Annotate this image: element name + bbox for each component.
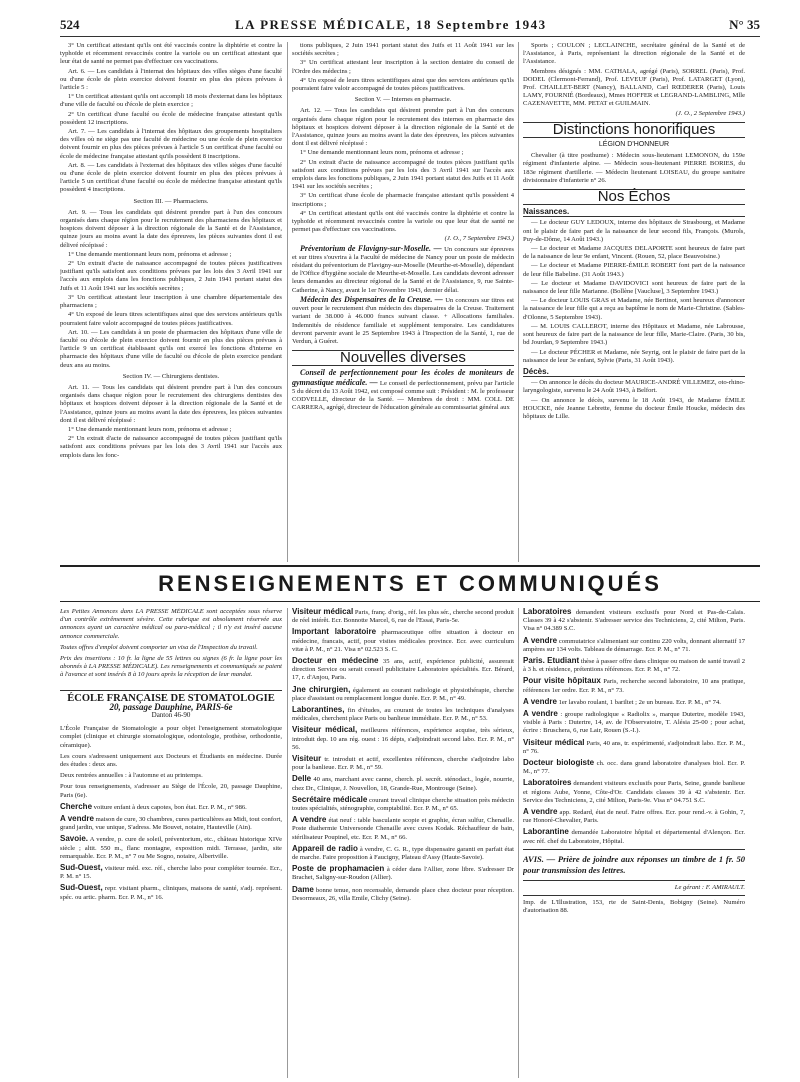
birth-notice: — Le docteur LOUIS GRAS et Madame, née Bertinot, sont heureux d'annoncer la naissance de leur fille qui a reçu au baptême le nom de Marie-Christine. (Sables-d'Olonne, 5 Septembre 1943). [523, 297, 745, 321]
article-paragraph: 1° Une demande mentionnant leurs nom, prénoms et adresse ; [68, 250, 232, 258]
school-address: 20, passage Dauphine, PARIS-6e [109, 701, 233, 712]
classified-ad: Important laboratoire pharmaceutique offre situation à docteur en médecine, francais, actif, pour visites médicales province. Ecr. avec curriculum vitæ à P. M., n° 21. Visa n° 02.523 S. C. [292, 627, 514, 653]
ad-keyword: Visiteur [292, 754, 322, 764]
intro-paragraph: Les Petites Annonces dans LA PRESSE MÉDICALE sont acceptées sous réserve d'un contrôle extrêmement sévère. Cette rubrique est absolument réservée aux annonces ayant un caractère médical ou para-médical ; il n'y est inséré aucune annonce commerciale. [60, 608, 282, 640]
article-paragraph: 1° Un certificat attestant qu'ils ont accompli 18 mois d'externat dans les hôpitaux d'une ville de faculté ou d'école de plein exercice ; [60, 93, 282, 109]
article-paragraph: 2° Un extrait d'acte de naissance accompagné de toutes pièces justifiant qu'ils satisfont aux conditions prévues par les lois des 3 Avril 1941 sur l'accès aux emplois dans les fonctions publiques, 2 Juin 1941 portant statut des Juifs et 11 Août 1941 sur les sociétés secrètes ; [292, 158, 514, 191]
column-1 [60, 42, 282, 562]
column-divider [518, 608, 519, 1078]
news-headline: Préventorium de Flavigny-sur-Moselle. — [300, 243, 445, 253]
ad-keyword: A vendre [60, 814, 94, 824]
school-box [60, 690, 282, 720]
classified-ad: Sud-Ouest, repr. visitant pharm., cliniques, maisons de santé, s'adj. représent. spéc. ou artic. pharm. Ecr. P. M., n° 16. [60, 883, 282, 901]
echos-heading: Nos Échos [523, 189, 745, 205]
news-headline: Conseil de perfectionnement pour les écoles de moniteurs de gymnastique médicale. — [292, 368, 514, 387]
gerant-line: Le gérant : F. AMIRAULT. [674, 883, 745, 891]
article-paragraph: 1° Une demande mentionnant leurs nom, prénoms et adresse ; [300, 149, 464, 157]
classified-ad: Visiteur médical Paris, franç. d'orig., réf. les plus sér., cherche second produit de réel intérêt. Ecr. Bonnotte Marcel, 6, rue de l'Essai, Paris-5e. [292, 608, 514, 625]
classified-ad: Laboratoires demandent visiteurs exclusifs pour Nord et Pas-de-Calais. Classes 39 à 42 s'abstenir. S'adresser service des Techniciens, 2, cité Milton, Paris. Visa n° 04.389 S.C. [523, 608, 745, 633]
article-paragraph: 3° Un certificat attestant qu'ils ont été vaccinés contre la diphtérie et contre la typhoïde et récemment revaccinés contre la variole ou un certificat attestant que leur état de santé ne permet pas d'effectuer ces vaccinations. [60, 42, 282, 66]
imprint-line: Imp. de L'Illustration, 153, rte de Saint-Denis, Bobigny (Seine). Numéro d'autorisation 88. [523, 895, 745, 915]
article-paragraph: 3° Un certificat attestant leur inscription à la section dentaire du conseil de l'Ordre des médecins ; [292, 59, 514, 75]
publication-title: LA PRESSE MÉDICALE, 18 Septembre 1943 [235, 17, 547, 32]
news-item: Préventorium de Flavigny-sur-Moselle. — Un concours sur épreuves et sur titres s'ouvrira à la Faculté de médecine de Nancy pour un poste de médecin résidant du préventorium de Flavigny-sur-Moselle (Meurthe-et-Moselle), dépendant de l'Office d'hygiène sociale de Meurthe-et-Moselle. Les candidats devront adresser leurs demandes au directeur régional de la Santé et de l'Assistance, 9, rue Sainte-Catherine, à Nancy, avant le 1er Novembre 1943, dernier délai. [292, 243, 514, 294]
classified-ad: Docteur en médecine 35 ans, actif, expérience publicité, assurerait direction Service ou serait conseil publicitaire Laboratoire spécialités. Ecr. Bérard, 17, r. d'Anjou, Paris. [292, 656, 514, 682]
section-heading: Section V. — Internes en pharmacie. [354, 96, 452, 104]
classified-ad: Delle 40 ans, marchant avec canne, cherch. pl. secrét. sténodact., logée, nourrie, chez Dr., Clinique, J. Nouvellon, 18, Grande-Rue, Montrouge (Seine). [292, 774, 514, 792]
ad-keyword: A vendre [292, 815, 327, 825]
classified-ad: A vendre app. Redard, état de neuf. Faire offres. Ecr. pour rend.-v. à Gohin, 7, rue Honoré-Chevalier, Paris. [523, 807, 745, 825]
news-item: Médecin des Dispensaires de la Creuse. — Un concours sur titres est ouvert pour le recrutement d'un médecin des dispensaires de la Creuse. Traitement variant de 38.000 à 46.000 francs suivant classe. + Allocations familiales. Indemnités de résidence familiale et supplément temporaire. Les candidatures devront parvenir avant le 25 Septembre 1943 à l'Inspection de la Santé, 1, rue de Verdun, à Guéret. [292, 294, 514, 345]
ad-keyword: Dame [292, 884, 314, 894]
ad-keyword: A vendre [523, 807, 558, 817]
ad-keyword: Laborantines, [292, 705, 345, 715]
school-paragraph: Pour tous renseignements, s'adresser au Siège de l'École, 20, passage Dauphine, Paris (6e). [60, 783, 282, 799]
birth-notice: — Le docteur PÉCHER et Madame, née Seyrig, ont le plaisir de faire part de la naissance de leur 3e enfant, Sylvie (Paris, 31 Août 1943). [523, 348, 745, 364]
school-name: ÉCOLE FRANÇAISE DE STOMATOLOGIE [60, 690, 282, 703]
classified-ad: A vendre état neuf : table basculante scopie et graphie, écran sulfur, Chenaille. Poste diathermie Universonde Chenaille avec cuves Kodak. Réchauffeur de bain, stérilisateur Poupinel, etc. Ecr. P. M., n° 66. [292, 815, 514, 841]
article-paragraph: 4° Un certificat attestant qu'ils ont été vaccinés contre la diphtérie et contre la typhoïde et récemment revaccinés contre la variole ou que leur état de santé ne permet pas d'effectuer ces vaccinations. [292, 209, 514, 234]
ad-keyword: A vendre [523, 709, 558, 719]
article-paragraph: 1° Une demande mentionnant leurs nom, prénoms et adresse ; [68, 425, 232, 433]
article-paragraph: 2° Un extrait d'acte de naissance accompagné de toutes pièces justifiant qu'ils satisfont aux conditions prévues par les lois des 3 Avril 1941 sur l'accès aux emplois dans les fonc- [60, 435, 282, 459]
school-paragraph: L'École Française de Stomatologie a pour objet l'enseignement stomatologique complet (clinique et chirurgie stomatologique, odontologie, prothèse, orthodontie, céramique). [60, 725, 282, 749]
classified-ad: Pour visite hôpitaux Paris, recherche second laboratoire, 10 ans pratique, références 1er ordre. Ecr. P. M., n° 73. [523, 676, 745, 694]
ad-keyword: Appareil de radio [292, 843, 358, 853]
article-paragraph: Art. 11. — Tous les candidats qui désirent prendre part à l'un des concours organisés dans chaque région pour le recrutement des chirurgiens dentistes des hôpitaux et hospices doivent déposer à la direction régionale de la Santé et de l'Assistance, quinze jours au moins avant la date des épreuves, les pièces suivantes dont il est délivré récépissé : [60, 383, 282, 424]
ad-keyword: Delle [292, 774, 312, 784]
birth-notice: — M. LOUIS CALLEROT, interne des Hôpitaux et Madame, née Labrousse, sont heureux de faire part de la naissance de leur fille, Marie-Claire. (Paris, 30 bis, bd Jourdan, 9 Septembre 1943.) [523, 322, 745, 347]
ad-keyword: Visiteur médical [292, 608, 354, 616]
ad-keyword: A vendre [523, 635, 558, 645]
ad-keyword: Cherche [60, 801, 93, 811]
classified-ad: Visiteur médical, meilleures références, expérience acquise, très sérieux, introduit dep. 10 ans rég. ouest : 16 dépts, s'adjoindrait second labo. Ecr. P. M., n° 56. [292, 725, 514, 751]
classified-ad: A vendre maison de cure, 30 chambres, cures particulières au Midi, tout confort, grand jardin, vue unique, S'adress. Me Bouvet, notaire, Hauteville (Ain). [60, 814, 282, 832]
news-item: Conseil de perfectionnement pour les écoles de moniteurs de gymnastique médicale. — Le conseil de perfectionnement, prévu par l'article 5 du décret du 13 Août 1942, est composé comme suit : Président : M. le professeur CODVELLE, directeur de la Santé. — Membres de droit : MM. COLL DE CARRERA, agrégé, directeur de l'éducation générale au commissariat général aux [292, 368, 514, 412]
nouvelles-heading: Nouvelles diverses [292, 350, 514, 366]
article-paragraph: 4° Un exposé de leurs titres scientifiques ainsi que des services antérieurs qu'ils pourraient faire valoir accompagné de toutes pièces justificatives. [60, 311, 282, 327]
classified-ad: A vendre 1er lavabo roulant, 1 bariltet ; 2e un bureau. Ecr. P. M., n° 74. [523, 696, 721, 706]
article-paragraph: Art. 12. — Tous les candidats qui désirent prendre part à l'un des concours organisés dans chaque région pour le recrutement des internes en pharmacie des hôpitaux et hospices doivent déposer à la direction régionale de la Santé et de l'Assistance, quinze jours au moins avant la date des épreuves, les pièces suivantes dont il est délivré récépissé : [292, 107, 514, 148]
school-paragraph: Les cours s'adressent uniquement aux Docteurs et Étudiants en médecine. Durée des études : deux ans. [60, 752, 282, 769]
classified-ad: Jne chirurgien, également au courant radiologie et physiothérapie, cherche place d'assistant ou remplacement longue durée. Ecr. P. M., n° 49. [292, 684, 514, 702]
page-header [60, 14, 760, 37]
classified-ad: Dame bonne tenue, non recensable, demande place chez docteur pour réception. Desormeaux, 26, villa Emile, Clichy (Seine). [292, 884, 514, 902]
classified-ad: Laborantine demandée Laboratoire hôpital et départemental d'Alençon. Ecr. avec réf. chef du Laboratoire, Hôpital. [523, 827, 745, 845]
classified-ad: Appareil de radio à vendre, C. G. R., type dispensaire garanti en parfait état de marche. Faire proposition à Faucigny, Plateau d'Assy (Haute-Savoie). [292, 843, 514, 862]
ad-keyword: Visiteur médical, [292, 725, 358, 735]
section-heading: Section III. — Pharmaciens. [133, 197, 209, 205]
ad-keyword: Paris. Etudiant [523, 656, 580, 666]
article-paragraph: Sports ; COULON ; LECLAINCHE, secrétaire général de la Santé et de l'Assistance, à Paris, représentant la direction régionale de la Santé et de l'Assistance. [523, 42, 745, 66]
distinctions-heading: Distinctions honorifiques [523, 122, 745, 138]
article-paragraph: 2° Un extrait d'acte de naissance accompagné de toutes pièces justificatives justifiant qu'ils satisfont aux conditions prévues par les lois des 3 Avril 1941 sur l'accès aux emplois dans les fonctions publiques, 2 Juin 1941 portant statut des Juifs et 11 Août 1941 sur les sociétés secrètes ; [60, 260, 282, 292]
classified-ad: Visiteur tr. introduit et actif, excellentes références, cherche s'adjoindre labo pour la banlieue. Ecr. P. M., n° 59. [292, 754, 514, 772]
classified-ad: Visiteur médical Paris, 40 ans, tr. expérimenté, s'adjoindrait labo. Ecr. P. M., n° 76. [523, 737, 745, 755]
article-paragraph: Membres désignés : MM. CATHALA, agrégé (Paris), SORREL (Paris), Prof. DODEL (Clermont-Ferrand), Prof. LEVEUF (Paris), Prof. LATARGET (Lyon), Prof. CHAILLET-BERT (Nancy), BALLAND, Carl RŒDERER (Paris), Louis LAMY, FOURNIÉ (Bordeaux), Mmes HOFFER et LEGRAND-LAMBLING, Mlle CAZENAVETTE, MM. PETAT et GUILMAIN. [523, 67, 745, 108]
legion-subheading: LÉGION D'HONNEUR [598, 141, 670, 149]
birth-notice: — Le docteur et Madame PIERRE-ÉMILE ROBERT font part de la naissance de leur fille Babeline. (31 Août 1943.) [523, 262, 745, 278]
article-paragraph: 2° Un certificat d'une faculté ou école de médecine française attestant qu'ils possèdent 12 inscriptions. [60, 110, 282, 126]
section-heading: Section IV. — Chirurgiens dentistes. [122, 372, 220, 380]
ad-keyword: Pour visite hôpitaux [523, 676, 601, 686]
classified-ad: Laboratoires demandent visiteurs exclusifs pour Paris, Seine, grande banlieue et régions Aube, Yonne, Côte-d'Or. Candidats classes 39 à 42 s'abstenir. Ecr. Service des Techniciens, 2, cité Milton, Paris-9e. Visa n° 04.751 S.C. [523, 778, 745, 804]
classified-ad: A vendre commutatrice s'alimentant sur continu 220 volts, donnant alternatif 17 ampères sur 134 volts. Tableau de démarrage. Ecr. P. M., n° 71. [523, 635, 745, 653]
naissances-heading: Naissances. [523, 208, 745, 217]
birth-notice: — Le docteur GUY LEDOUX, interne des hôpitaux de Strasbourg, et Madame ont le plaisir de faire part de la naissance de leur second fils, François. (Murols, Puy-de-Dôme, 14 Août 1943.) [523, 219, 745, 243]
classified-ad: Laborantines, fin d'études, au courant de toutes les techniques d'analyses médicales, cherchent place Paris ou banlieue immédiate. Ecr. P. M., n° 53. [292, 705, 514, 723]
ad-keyword: Docteur en médecine [292, 656, 379, 666]
source-citation: (J. O., 7 Septembre 1943.) [444, 235, 514, 243]
death-notice: — On annonce le décès, survenu le 18 Août 1943, de Madame ÉMILE HOUCKE, née Jeanne Lebrette, femme du docteur Émile Houcke, médecin des hôpitaux de Lille. [523, 396, 745, 420]
birth-notice: — Le docteur et Madame JACQUES DELAPORTE sont heureux de faire part de la naissance de leur 9e enfant, Vincent. (Rouen, 52, place Beauvoisine.) [523, 245, 745, 261]
ad-keyword: Laboratoires [523, 608, 572, 616]
ad-keyword: Visiteur médical [523, 737, 585, 747]
ads-column-2 [292, 608, 514, 1078]
article-paragraph: 3° Un certificat d'une école de pharmacie française attestant qu'ils possèdent 4 inscriptions ; [292, 192, 514, 208]
intro-paragraph: Toutes offres d'emploi doivent comporter un visa de l'Inspection du travail. [60, 643, 258, 651]
intro-paragraph: Prix des insertions : 10 fr. la ligne de 55 lettres ou signes (6 fr. la ligne pour les abonnés à LA PRESSE MÉDICALE). Les renseignements et communiqués se paient à l'avance et sont insérés 8 à 10 jours après la réception de leur mandat. [60, 655, 282, 679]
renseignements-heading: RENSEIGNEMENTS ET COMMUNIQUÉS [60, 565, 760, 602]
ad-keyword: Laboratoires [523, 778, 572, 788]
deces-heading: Décès. [523, 368, 745, 377]
column-divider [518, 42, 519, 562]
column-divider [287, 42, 288, 562]
article-paragraph: Art. 8. — Les candidats à l'externat des hôpitaux des villes sièges d'une faculté ou d'une école de plein exercice doivent fournir en plus des pièces prévues à l'article 5 un certificat d'une faculté ou école de médecine française attestant qu'ils possèdent 4 inscriptions. [60, 161, 282, 194]
column-divider [287, 608, 288, 1078]
ad-keyword: Docteur biologiste [523, 758, 595, 768]
ads-column-1 [60, 608, 282, 1078]
article-paragraph: tions publiques, 2 Juin 1941 portant statut des Juifs et 11 Août 1941 sur les sociétés secrètes ; [292, 42, 514, 58]
article-paragraph: 3° Un certificat attestant leur inscription à une chambre départementale des pharmaciens ; [60, 293, 282, 310]
article-paragraph: 4° Un exposé de leurs titres scientifiques ainsi que des services antérieurs qu'ils pourraient faire valoir accompagné de toutes pièces justificatives. [292, 76, 514, 93]
ad-keyword: Sud-Ouest, [60, 883, 103, 893]
news-headline: Médecin des Dispensaires de la Creuse. — [300, 294, 446, 304]
classified-ad: Savoie. A vendre, p. cure de soleil, préventorium, etc., château historique XIVe siècle ; altit. 550 m., flanc montagne, exposition midi. Terrasse, jardin, site remarquable. Ecr. P. M., n° 7 ou Me Sogno, notaire, Albertville. [60, 834, 282, 860]
avis-notice: AVIS. — Prière de joindre aux réponses un timbre de 1 fr. 50 pour transmission des lettres. [523, 849, 745, 881]
school-phone: Danton 46-90 [151, 711, 191, 720]
column-3 [523, 42, 745, 562]
birth-notice: — Le docteur et Madame DAVIDOVICI sont heureux de faire part de la naissance de leur fille Marianne. (Bollène [Vaucluse], 3 Septembre 1943.) [523, 279, 745, 296]
ad-keyword: Poste de prophamacien [292, 864, 385, 874]
classified-ad: A vendre : groupe radiologique « Radiolix », marque Dutertre, modèle 1943, visible à Paris : Dutertre, 14, av. de l'Observatoire, T. Alésia 25-00 ; pour achat, écrire : Bruschera, 6, rue Lair, Rouen (S.-I.). [523, 709, 745, 735]
ad-keyword: Laborantine [523, 827, 569, 837]
ad-keyword: Jne chirurgien, [292, 684, 351, 694]
article-paragraph: Art. 10. — Les candidats à un poste de pharmacien des hôpitaux d'une ville de faculté ou d'école de plein exercice doivent fournir en plus des pièces prévues à l'article 9 un certificat établissant qu'ils ont exercé les fonctions d'interne en pharmacie des hôpitaux d'une ville de faculté ou d'école de plein exercice pendant deux ans au moins. [60, 328, 282, 369]
death-notice: — On annonce le décès du docteur MAURICE-ANDRÉ VILLEMEZ, oto-rhino-laryngologiste, survenu le 24 Août 1943, à Belfort. [523, 379, 745, 395]
classified-ad: Secrétaire médicale courant travail clinique cherche situation près médecin toutes spécialités, sténographie, comptabilité. Ecr. P. M., n° 65. [292, 794, 514, 813]
school-paragraph: Deux rentrées annuelles : à l'automne et au printemps. [60, 772, 203, 780]
classified-ad: Poste de prophamacien à céder dans l'Allier, zone libre. S'adresser Dr Brachet, Saligny-sur-Roudon (Allier). [292, 864, 514, 882]
source-citation: (J. O., 2 Septembre 1943.) [675, 109, 745, 117]
ads-column-3 [523, 608, 745, 1078]
classified-ad: Paris. Etudiant thèse à passer offre dans clinique ou maison de santé travail 2 à 3 h. et résidence, prétentions références. Ecr. P. M., n° 72. [523, 656, 745, 674]
ad-keyword: Sud-Ouest, [60, 863, 103, 873]
article-paragraph: Art. 7. — Les candidats à l'internat des hôpitaux des groupements hospitaliers des villes où ne siège pas une faculté de médecine ou une école de plein exercice doivent fournir en plus des pièces prévues à l'article 5 un certificat d'une faculté ou école de médecine française attestant qu'ils possèdent 8 inscriptions. [60, 128, 282, 160]
distinction-entry: Chevalier (à titre posthume) : Médecin sous-lieutenant LEMONON, du 159e régiment d'infanterie alpine. — Médecin sous-lieutenant PIERRE BORIES, du 183e régiment d'artillerie. — Médecin lieutenant LOISEAU, du groupe sanitaire divisionnaire d'infanterie n° 26. [523, 152, 745, 184]
page-number: 524 [60, 17, 80, 32]
issue-number: N° 35 [729, 17, 760, 32]
classified-ad: Docteur biologiste ch. occ. dans grand laboratoire d'analyses biol. Ecr. P. M., n° 77. [523, 758, 745, 776]
ad-keyword: Secrétaire médicale [292, 794, 368, 804]
article-paragraph: Art. 9. — Tous les candidats qui désirent prendre part à l'un des concours organisés dans chaque région pour le recrutement des pharmaciens des hôpitaux et hospices doivent déposer à la direction régionale de la Santé et de l'Assistance, quinze jours au moins avant la date des épreuves, les pièces suivantes dont il est délivré récépissé : [60, 208, 282, 249]
classified-ad: Sud-Ouest, visiteur méd. exc. réf., cherche labo pour compléter tournée. Ecr., P. M. n° 15. [60, 863, 282, 881]
ad-keyword: A vendre [523, 696, 557, 706]
column-2 [292, 42, 514, 562]
ad-keyword: Important laboratoire [292, 627, 377, 637]
ad-keyword: Savoie. [60, 834, 89, 844]
article-paragraph: Art. 6. — Les candidats à l'internat des hôpitaux des villes sièges d'une faculté ou d'une école de plein exercice doivent fournir en plus des pièces prévues à l'article 5 : [60, 67, 282, 92]
classified-ad: Cherche voiture enfant à deux capotes, bon état. Ecr. P. M., n° 986. [60, 801, 247, 811]
